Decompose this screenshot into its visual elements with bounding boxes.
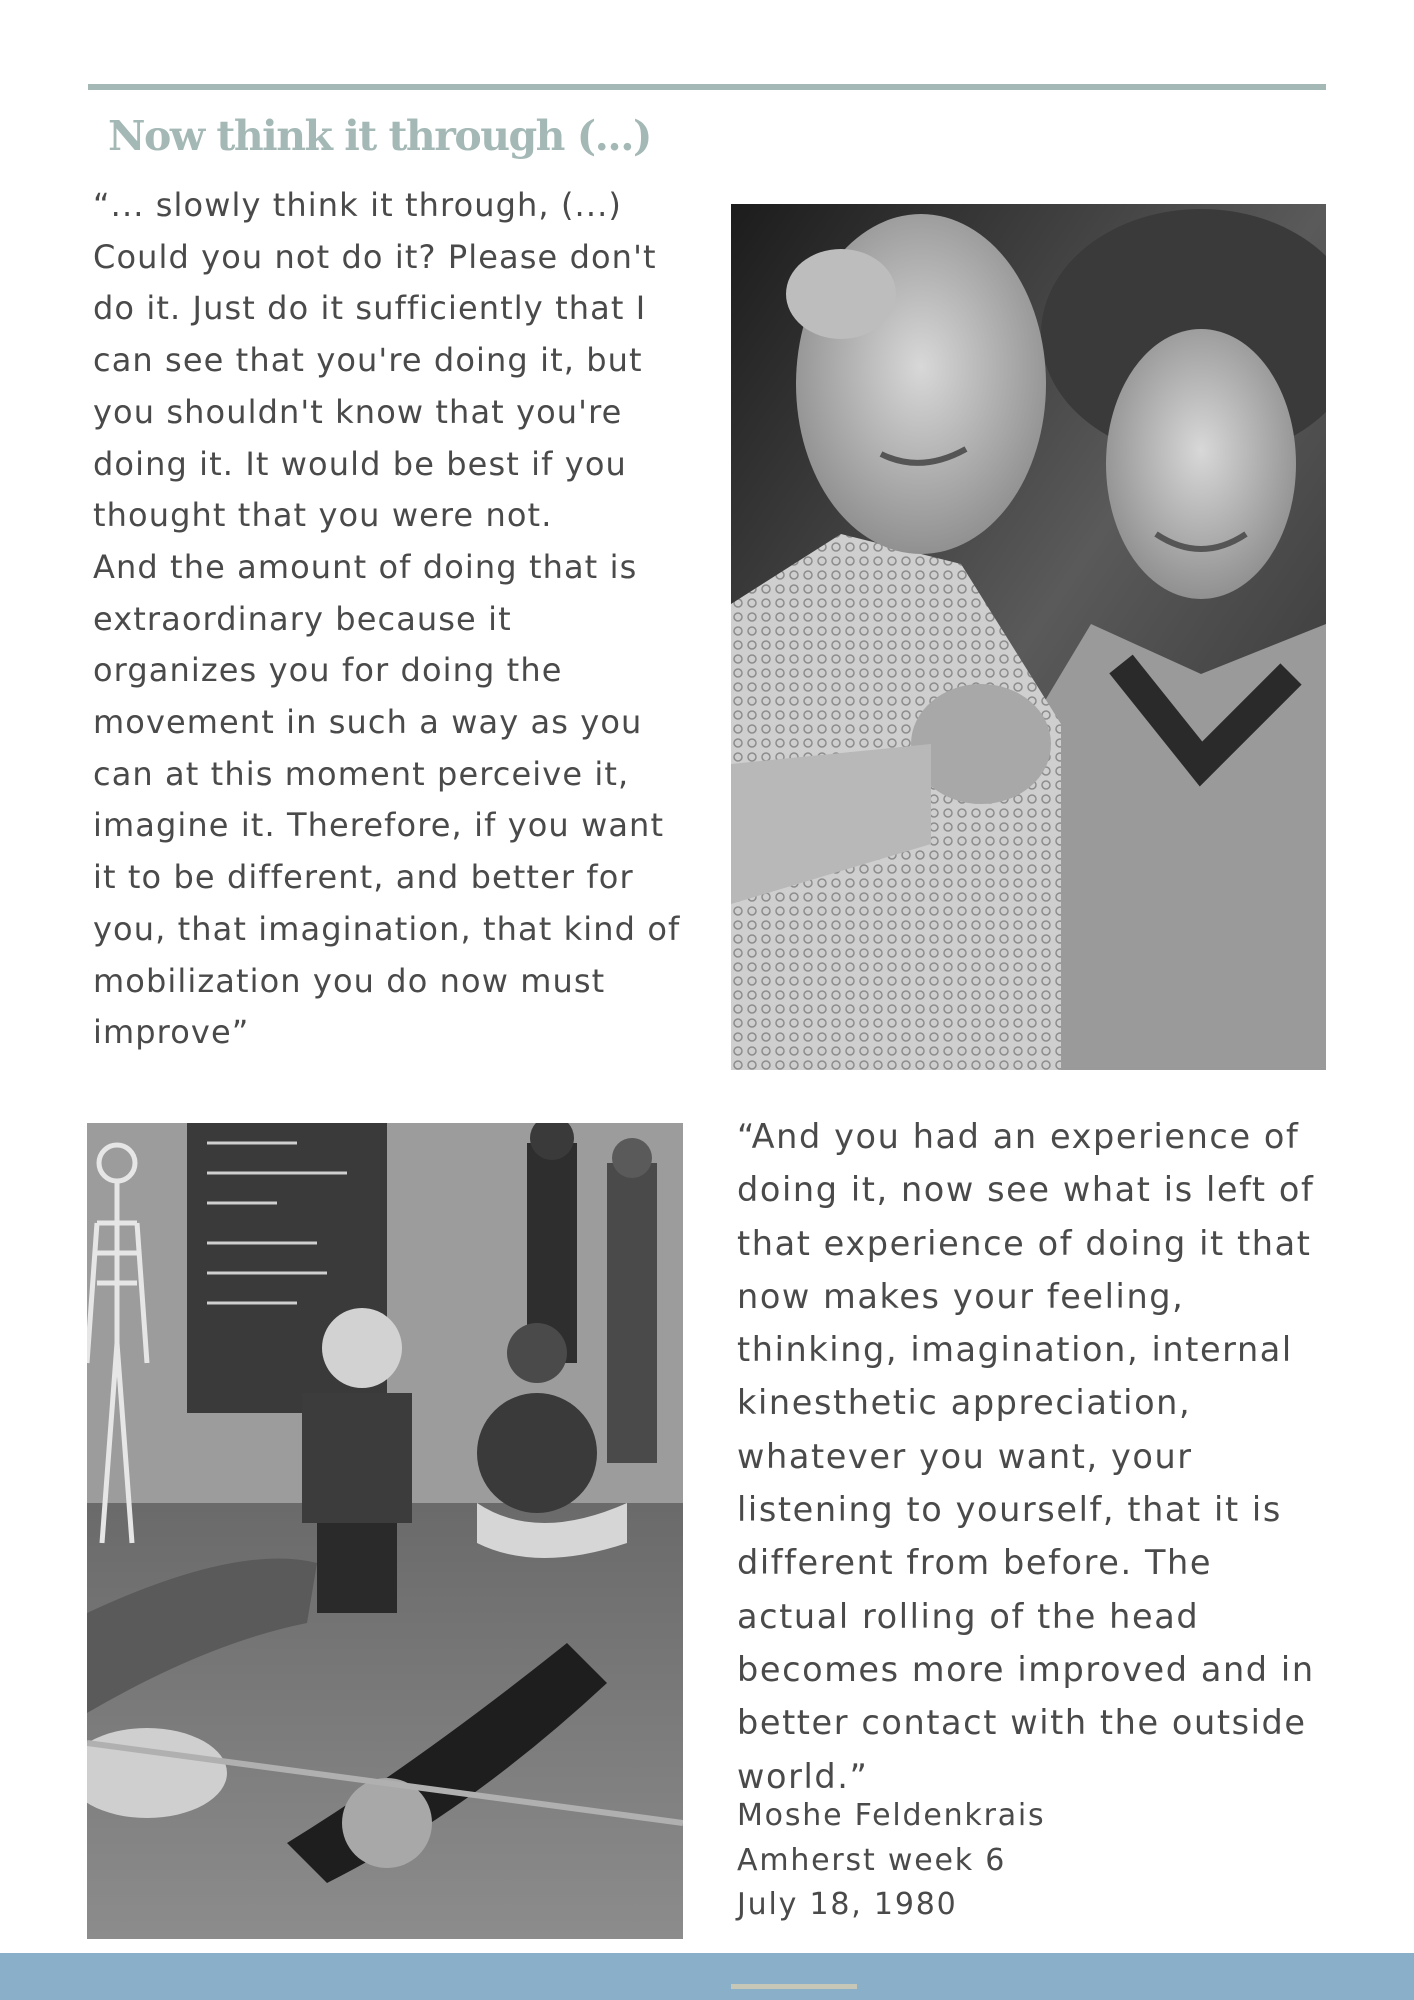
attribution xyxy=(737,1794,1045,1928)
footer-accent-line xyxy=(731,1984,857,1989)
author-name: Moshe Feldenkrais xyxy=(737,1798,1046,1833)
event-name: Amherst week 6 xyxy=(737,1842,1007,1878)
classroom-photo xyxy=(87,1123,683,1939)
top-divider xyxy=(88,84,1326,90)
footer-bar xyxy=(0,1953,1414,2000)
event-date: July 18, 1980 xyxy=(737,1887,958,1922)
page-title: Now think it through (...) xyxy=(108,112,651,160)
quote-one-paragraph-one: “... slowly think it through, (...) Could you not do it? Please don't do it. Just do it sufficiently that I can see that you're doing it, but you shouldn't know that you're doing it. It would be best if you thought that you were not. xyxy=(93,186,657,535)
quote-one-paragraph-two: And the amount of doing that is extraordinary because it organizes you for doing the movement in such a way as you can at this moment perceive it, imagine it. Therefore, if you want it to be different, and better for you, that imagination, that kind of mobilization you do now must improve” xyxy=(93,547,681,1052)
quote-one xyxy=(93,180,683,1059)
quote-two: “And you had an experience of doing it, now see what is left of that experience of doing it that now makes your feeling, thinking, imagination, internal kinesthetic appreciation, whatever you want, your listening to yourself, that it is different from before. The actual rolling of the head becomes more improved and in better contact with the outside world.” xyxy=(737,1117,1315,1796)
portrait-photo xyxy=(731,204,1326,1070)
